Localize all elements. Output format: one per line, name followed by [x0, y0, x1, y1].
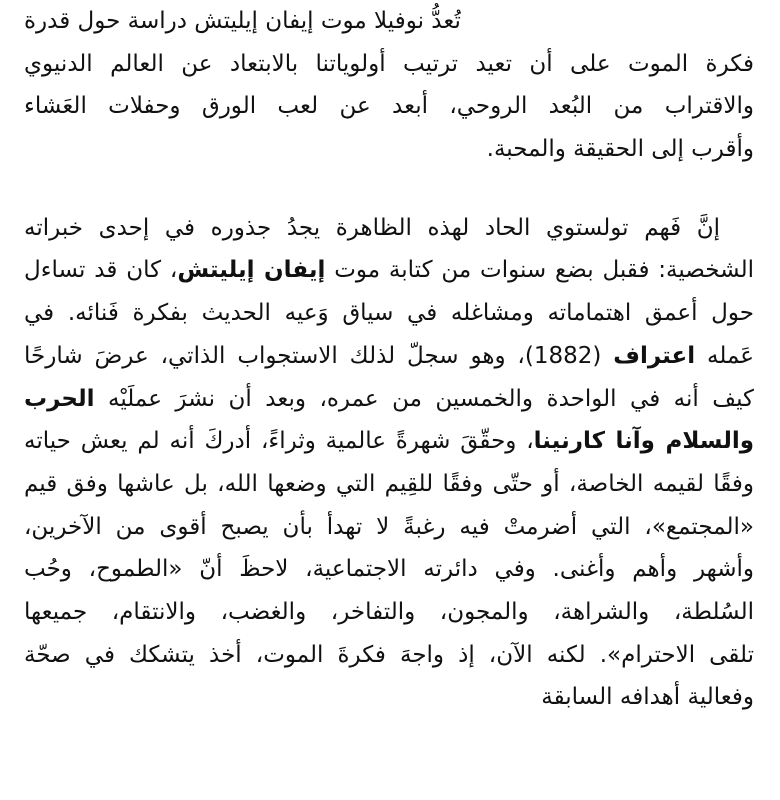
text-segment: ، وحقّقَ شهرةً عالمية وثراءً، أدركَ أنه لم يعش حياته — [24, 428, 534, 455]
text-line — [24, 634, 754, 677]
text-segment: وفعالية أهدافه السابقة — [541, 684, 754, 711]
paragraph-1 — [24, 0, 754, 171]
text-line — [24, 43, 754, 86]
text-segment: فكرة الموت على أن تعيد ترتيب أولوياتنا بالابتعاد عن العالم الدنيوي — [24, 50, 754, 77]
bold-title: إيفان إيليتش — [177, 257, 326, 284]
text-line — [24, 0, 754, 43]
text-line — [24, 378, 754, 421]
text-segment: والاقتراب من البُعد الروحي، أبعد عن لعب الورق وحفلات العَشاء — [24, 93, 754, 120]
text-segment: وأشهر وأهم وأغنى. وفي دائرته الاجتماعية، لاحظَ أنّ «الطموح، وحُب — [24, 556, 754, 583]
text-segment: حول أعمق اهتماماته ومشاغله في سياق وَعيه الحديث بفكرة فَنائه. في — [24, 300, 754, 327]
text-segment: «المجتمع»، التي أضرمتْ فيه رغبةً لا تهدأ بأن يصبح أقوى من الآخرين، — [24, 513, 754, 540]
text-segment: (1882)، وهو سجلّ لذلك الاستجواب الذاتي، عرضَ شارحًا — [24, 342, 614, 369]
text-line — [24, 207, 754, 250]
text-line — [24, 249, 754, 292]
text-segment: إنَّ فَهم تولستوي الحاد لهذه الظاهرة يجدُ جذوره في إحدى خبراته — [24, 214, 720, 241]
paragraph-2 — [24, 207, 754, 719]
text-segment: وأقرب إلى الحقيقة والمحبة. — [486, 136, 754, 163]
text-segment: وفقًا لقيمه الخاصة، أو حتّى وفقًا للقِيم التي وضعها الله، بل عاشها وفق قيم — [24, 470, 754, 497]
text-line — [24, 292, 754, 335]
text-segment: الشخصية: فقبل بضع سنوات من كتابة موت — [325, 257, 755, 284]
bold-title: الحرب — [24, 385, 95, 412]
text-line — [24, 548, 754, 591]
text-segment: تُعدُّ نوفيلا موت إيفان إيليتش دراسة حول قدرة — [24, 8, 461, 34]
text-segment: تلقى الاحترام». لكنه الآن، إذ واجهَ فكرةَ الموت، أخذ يتشكك في صحّة — [24, 641, 754, 668]
text-segment: كيف أنه في الواحدة والخمسين من عمره، وبعد أن نشرَ عملَيْه — [94, 385, 754, 412]
bold-title: والسلام وآنا كارنينا — [533, 428, 755, 455]
text-line — [24, 128, 754, 171]
text-line — [24, 420, 754, 463]
text-line — [24, 676, 754, 719]
text-line — [24, 463, 754, 506]
text-line — [24, 591, 754, 634]
bold-title: اعتراف — [613, 342, 696, 369]
text-line — [24, 506, 754, 549]
text-segment: عَمله — [695, 342, 754, 369]
text-segment: السُلطة، والشراهة، والمجون، والتفاخر، والغضب، والانتقام، جميعها — [24, 598, 754, 625]
text-segment: ، كان قد تساءل — [24, 257, 178, 284]
text-line — [24, 335, 754, 378]
text-line — [24, 85, 754, 128]
document-page — [24, 0, 754, 719]
